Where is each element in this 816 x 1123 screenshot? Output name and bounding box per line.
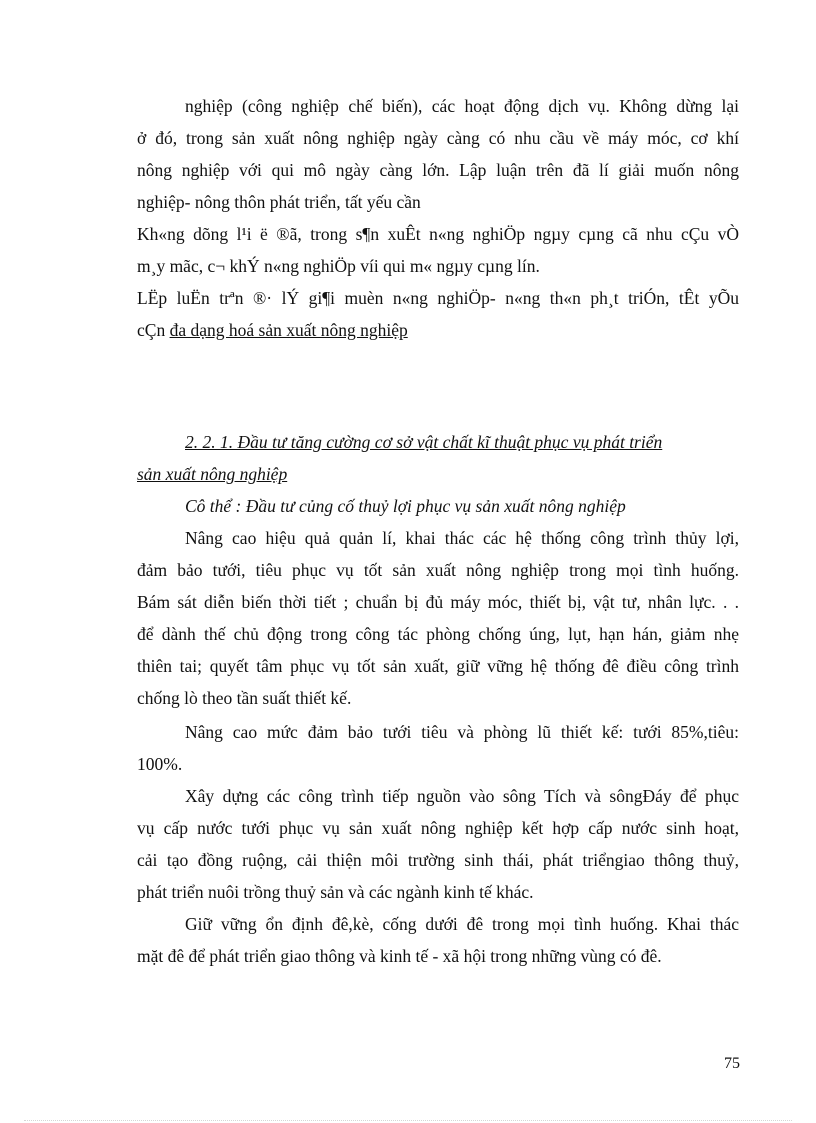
paragraph-2 [137,522,739,714]
page-number: 75 [724,1055,740,1072]
text-line: nghiệp- nông thôn phát triển, tất yếu cần [137,192,421,212]
text-line: 100%. [137,754,183,774]
text-line: ở đó, trong sản xuất nông nghiệp ngày càng có nhu cầu về máy móc, cơ khí [137,128,739,148]
paragraph-1 [137,90,739,218]
text-line: Kh«ng dõng l¹i ë ®ã, trong s¶n xuÊt n«ng nghiÖp ngµy cµng cã nhu cÇu vÒ [137,224,739,244]
text-line: nông nghiệp với qui mô ngày càng lớn. Lập luận trên đã lí giải muốn nông [137,160,739,180]
text-line: để dành thế chủ động trong công tác phòng chống úng, lụt, hạn hán, giảm nhẹ [137,624,739,644]
page-bottom-divider [24,1120,792,1121]
text-line: mặt đê để phát triển giao thông và kinh tế - xã hội trong những vùng có đê. [137,946,662,966]
garbled-paragraph [137,218,739,346]
text-line: Giữ vững ổn định đê,kè, cống dưới đê trong mọi tình huống. Khai thác [185,914,739,934]
underlined-phrase: đa dạng hoá sản xuất nông nghiệp [169,320,408,340]
text-line: LËp luËn trªn ®· lÝ gi¶i muèn n«ng nghiÖp- n«ng th«n ph¸t triÓn, tÊt yÕu [137,288,739,308]
paragraph-5 [137,908,739,972]
text-line: Nâng cao mức đảm bảo tưới tiêu và phòng lũ thiết kế: tưới 85%,tiêu: [185,722,739,742]
heading-line: 2. 2. 1. Đầu tư tăng cường cơ sở vật chất kĩ thuật phục vụ phát triển [185,432,663,452]
text-line: m¸y mãc, c¬ khÝ n«ng nghiÖp víi qui m« ngµy cµng lín. [137,256,540,276]
text-line [137,314,739,346]
subheading [137,490,739,522]
subheading-line: Cô thể : Đầu tư củng cố thuỷ lợi phục vụ sản xuất nông nghiệp [185,496,626,516]
text-line: cải tạo đồng ruộng, cải thiện môi trường sinh thái, phát triểngiao thông thuỷ, [137,850,739,870]
paragraph-4 [137,780,739,908]
text-line: Nâng cao hiệu quả quản lí, khai thác các hệ thống công trình thủy lợi, [185,528,739,548]
text-line: chống lò theo tần suất thiết kế. [137,688,352,708]
text-line: đảm bảo tưới, tiêu phục vụ tốt sản xuất nông nghiệp trong mọi tình huống. [137,560,739,580]
text-line: phát triển nuôi trồng thuỷ sản và các ngành kinh tế khác. [137,882,534,902]
text-line: vụ cấp nước tưới phục vụ sản xuất nông nghiệp kết hợp cấp nước sinh hoạt, [137,818,739,838]
text-line: Bám sát diễn biến thời tiết ; chuẩn bị đủ máy móc, thiết bị, vật tư, nhân lực. . . [137,592,739,612]
section-heading [137,426,739,490]
text-fragment: cÇn [137,320,170,340]
text-line: thiên tai; quyết tâm phục vụ tốt sản xuất, giữ vững hệ thống đê điều công trình [137,656,739,676]
text-line: Xây dựng các công trình tiếp nguồn vào sông Tích và sôngĐáy để phục [185,786,739,806]
paragraph-3 [137,716,739,780]
heading-line: sản xuất nông nghiệp [137,464,288,484]
text-line: nghiệp (công nghiệp chế biến), các hoạt động dịch vụ. Không dừng lại [185,96,739,116]
